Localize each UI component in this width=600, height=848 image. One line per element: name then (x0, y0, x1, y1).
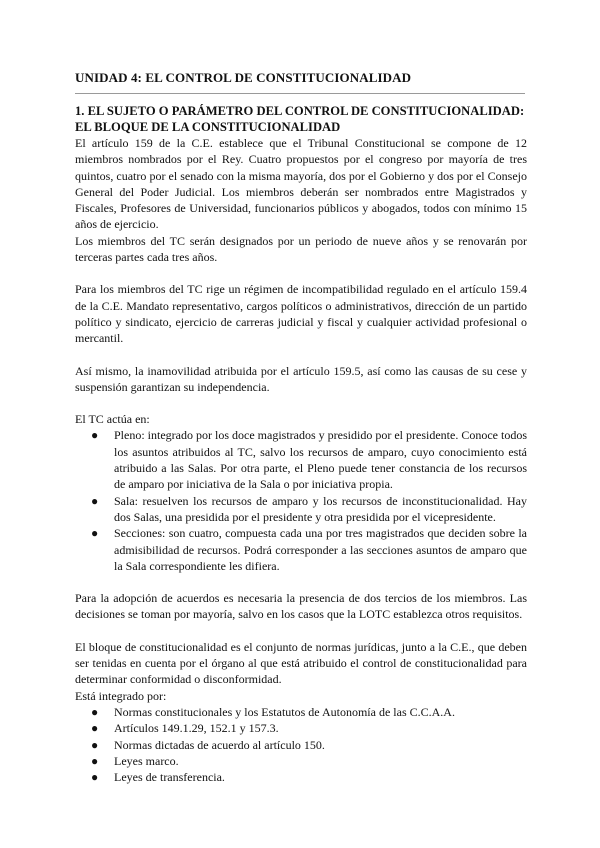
document-body (75, 103, 527, 785)
list-item (75, 720, 527, 736)
list-item-text: Leyes marco. (114, 753, 179, 768)
list-item-text: Secciones: son cuatro, compuesta cada una por tres magistrados que deciden sobre la admisibilidad de recursos. Podrá corresponder a las secciones asuntos de amparo que la Sala correspondiente les difiera. (114, 526, 527, 573)
tc-organs-list (75, 427, 527, 574)
bloque-list (75, 704, 527, 785)
list-item-text: Normas dictadas de acuerdo al artículo 150. (114, 737, 325, 752)
bullet-icon: ● (91, 704, 99, 719)
list-item-text: Artículos 149.1.29, 152.1 y 157.3. (114, 721, 279, 736)
paragraph-term: Los miembros del TC serán designados por un periodo de nueve años y se renovarán por terceras partes cada tres años. (75, 233, 527, 265)
list-item-text: Sala: resuelven los recursos de amparo y los recursos de inconstitucionalidad. Hay dos Salas, una presidida por el presidente y otra presidida por el vicepresidente. (114, 493, 527, 524)
paragraph-independence: Así mismo, la inamovilidad atribuida por el artículo 159.5, así como las causas de su cese y suspensión garantizan su independencia. (75, 363, 527, 394)
list-item-text: Pleno: integrado por los doce magistrados y presidido por el presidente. Conoce todos los asuntos atribuidos al TC, salvo los recursos de amparo, cuyo conocimiento está atribuido a las Salas. Por otra parte, el Pleno puede tener constancia de los recursos de amparo por iniciativa de la Sala o por iniciativa propia. (114, 428, 527, 492)
bullet-icon: ● (91, 428, 99, 443)
paragraph-composition: El artículo 159 de la C.E. establece que el Tribunal Constitucional se compone de 12 miembros nombrados por el Rey. Cuatro propuestos por el congreso por mayoría de tres quintos, cuatro por el senado con la misma mayoría, dos por el Gobierno y dos por el Consejo General del Poder Judicial. Los miembros deberán ser nombrados entre Magistrados y Fiscales, Profesores de Universidad, funcionarios públicos y abogados, todos con mínimo 15 años de ejercicio. (75, 136, 527, 232)
title-divider (75, 93, 525, 94)
bullet-icon: ● (91, 753, 99, 768)
spacer (75, 574, 527, 590)
bullet-icon: ● (91, 526, 99, 541)
list-item (75, 427, 527, 492)
list-item (75, 737, 527, 753)
list-item (75, 525, 527, 574)
spacer (75, 265, 527, 281)
list-item (75, 769, 527, 785)
paragraph-agreements: Para la adopción de acuerdos es necesaria la presencia de dos tercios de los miembros. Las decisiones se toman por mayoría, salvo en los casos que la LOTC establezca otros requisitos. (75, 591, 527, 622)
tc-list-intro: El TC actúa en: (75, 412, 150, 427)
paragraph-bloque-definition: El bloque de constitucionalidad es el conjunto de normas jurídicas, junto a la C.E., que deben ser tenidas en cuenta por el órgano al que está atribuido el control de constitucionalidad para determinar conformidad o disconformidad. (75, 639, 527, 687)
list-item (75, 704, 527, 720)
list-item-text: Leyes de transferencia. (114, 770, 225, 785)
bullet-icon: ● (91, 493, 99, 508)
unit-title: UNIDAD 4: EL CONTROL DE CONSTITUCIONALIDAD (75, 70, 412, 85)
bullet-icon: ● (91, 770, 99, 785)
list-item-text: Normas constitucionales y los Estatutos de Autonomía de las C.C.A.A. (114, 704, 455, 719)
bullet-icon: ● (91, 737, 99, 752)
paragraph-incompatibility: Para los miembros del TC rige un régimen de incompatibilidad regulado en el artículo 159.4 de la C.E. Mandato representativo, cargos políticos o administrativos, dirección de un partido político y sindicato, ejercicio de carreras judicial y fiscal y cualquier actividad profesional o mercantil. (75, 282, 527, 346)
spacer (75, 395, 527, 411)
spacer (75, 347, 527, 363)
section-heading: 1. EL SUJETO O PARÁMETRO DEL CONTROL DE CONSTITUCIONALIDAD: EL BLOQUE DE LA CONSTITUCIONALIDAD (75, 104, 525, 134)
list-item (75, 493, 527, 526)
list-item (75, 753, 527, 769)
spacer (75, 623, 527, 639)
bloque-list-intro: Está integrado por: (75, 688, 167, 703)
bullet-icon: ● (91, 721, 99, 736)
